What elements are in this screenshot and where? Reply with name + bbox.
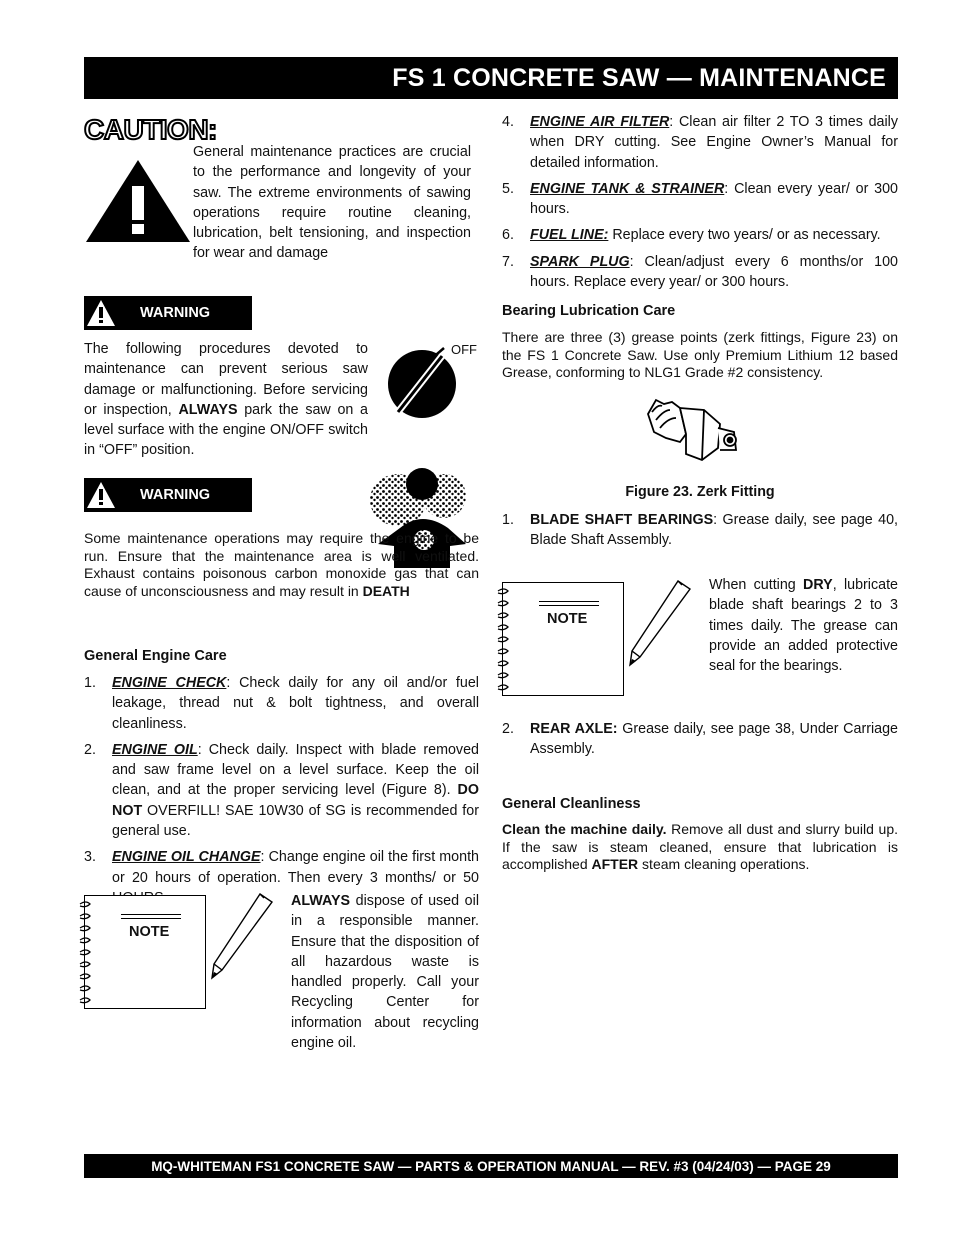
engine-care-list (84, 673, 479, 908)
page-title: FS 1 CONCRETE SAW — MAINTENANCE (392, 63, 886, 92)
list-item: 6. FUEL LINE: Replace every two years/ or as necessary. (502, 227, 881, 244)
figure-caption: Figure 23. Zerk Fitting (625, 484, 775, 500)
general-engine-care-heading: General Engine Care (84, 648, 227, 664)
note-label-1: NOTE (129, 924, 170, 940)
list-item: 4. ENGINE AIR FILTER: Clean air filter 2 TO 3 times daily when DRY cutting. See Engine Owner’s Manual for detailed information. (502, 114, 898, 171)
list-item: 5. ENGINE TANK & STRAINER: Clean every year/ or 300 hours. (502, 180, 898, 218)
notebook-spiral-icon (78, 896, 94, 1008)
warning-triangle-icon (86, 481, 116, 509)
warning-text-2: Some maintenance operations may require the engine to be run. Ensure that the maintenance area is well ventilated. Exhaust contains poisonous carbon monoxide gas that can cause of unconsciousness and may result in DEATH (84, 530, 479, 599)
note-text-2: When cutting DRY, lubricate blade shaft bearings 2 to 3 times daily. The grease can provide an added protective seal for the bearings. (709, 577, 898, 675)
switch-off-label: OFF (451, 342, 477, 357)
warning-triangle-icon (86, 299, 116, 327)
cleanliness-text: Clean the machine daily. Remove all dust and slurry build up. If the saw is steam cleaned, ensure that lubrication is accomplished AFTER steam cleaning operations. (502, 821, 898, 872)
warning-bar-1 (84, 296, 252, 330)
caution-triangle-icon (84, 158, 192, 244)
general-cleanliness-heading: General Cleanliness (502, 796, 641, 812)
list-item: 2. REAR AXLE: Grease daily, see page 38, Under Carriage Assembly. (502, 721, 898, 758)
list-item: 2. ENGINE OIL: Check daily. Inspect with blade removed and saw frame level on a level surface. Keep the oil clean, and at the proper servicing level (Figure 8). DO NOT OVERFILL! SAE 10W30 of SG is recommended for general use. (84, 741, 479, 840)
notebook-spiral-icon (496, 583, 512, 695)
list-item: 1. BLADE SHAFT BEARINGS: Grease daily, see page 40, Blade Shaft Assembly. (502, 512, 898, 549)
warning-bar-2 (84, 478, 252, 512)
pencil-icon (206, 890, 276, 982)
warning-label-1: WARNING (140, 305, 211, 321)
footer-text: MQ-WHITEMAN FS1 CONCRETE SAW — PARTS & OPERATION MANUAL — REV. #3 (04/24/03) — PAGE 29 (151, 1158, 831, 1174)
list-item: 3. ENGINE OIL CHANGE: Change engine oil the first month or 20 hours of operation. Then every 3 months/ or 50 (84, 849, 479, 886)
engine-care-list-continued (502, 112, 898, 292)
page-title-banner (84, 57, 898, 99)
pencil-icon (624, 577, 694, 669)
zerk-fitting-icon (642, 394, 744, 470)
note-text-1: ALWAYS dispose of used oil in a responsible manner. Ensure that the disposition of all hazardous waste is handled properly. Call your Recycling Center for information about recycling engine oil. (291, 893, 479, 1052)
list-item: 7. SPARK PLUG: Clean/adjust every 6 months/or 100 hours. Replace every year/ or 300 hours. (502, 253, 898, 291)
page-footer (84, 1154, 898, 1178)
caution-title: CAUTION: (84, 114, 217, 145)
bearing-text: There are three (3) grease points (zerk fittings, Figure 23) on the FS 1 Concrete Saw. Use only Premium Lithium 12 based Grease, conforming to NLG1 Grade #2 consistency. (502, 329, 898, 380)
warning-text-1: The following procedures devoted to maintenance can prevent serious saw damage or malfunctioning. Before servicing or inspection, ALWAYS park the saw on a level surface with the engine ON/OFF switch in “OFF” position. (84, 341, 368, 459)
caution-text: General maintenance practices are crucial to the performance and longevity of your saw. The extreme environments of sawing operations require routine cleaning, lubrication, belt tensioning, and inspection for wear and damage (193, 144, 471, 262)
warning-label-2: WARNING (140, 487, 211, 503)
bearing-lubrication-heading: Bearing Lubrication Care (502, 303, 676, 319)
note-box-2 (502, 582, 624, 696)
note-box-1 (84, 895, 206, 1009)
list-item: 1. ENGINE CHECK: Check daily for any oil and/or fuel leakage, thread nut & bolt tightness, and overall cleanliness. (84, 675, 479, 732)
note-label-2: NOTE (547, 611, 588, 627)
